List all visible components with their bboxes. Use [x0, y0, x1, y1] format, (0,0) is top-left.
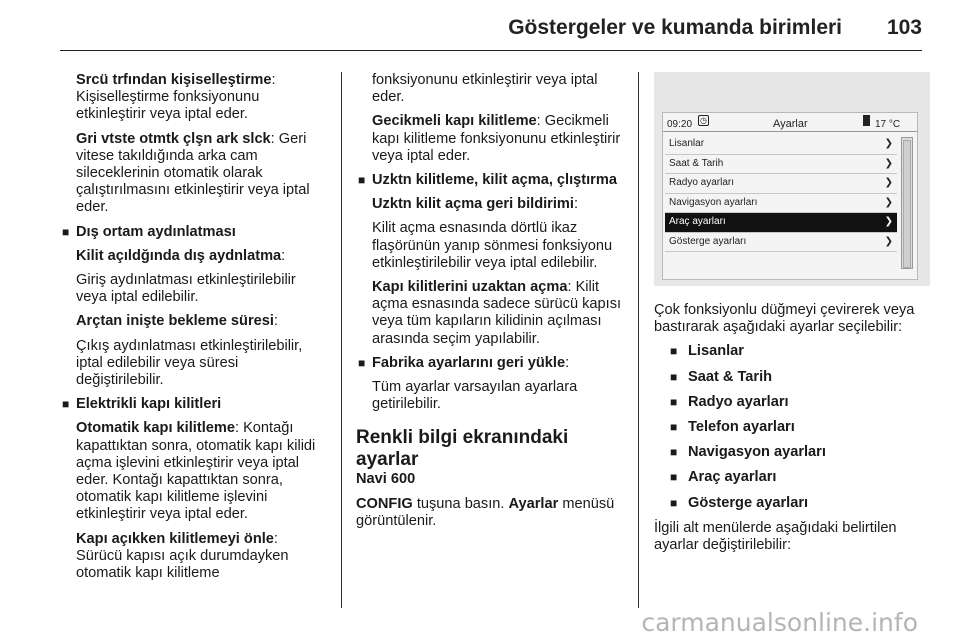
column-divider-2	[638, 72, 639, 608]
bullet-square-icon: ■	[670, 445, 678, 460]
paragraph	[60, 72, 328, 124]
list-item-label: Lisanlar	[688, 343, 744, 360]
list-item-label: Navigasyon ayarları	[688, 444, 826, 461]
menu-name: Ayarlar	[508, 495, 559, 512]
chevron-right-icon: ❯	[884, 196, 893, 208]
paragraph	[60, 248, 328, 265]
paragraph	[356, 196, 630, 213]
clock-icon: ◷	[698, 115, 709, 126]
colon: :	[573, 196, 578, 213]
colon: :	[273, 313, 278, 330]
list-item	[654, 369, 930, 386]
option-description: Kilit açma esnasında dörtlü ikaz flaşörünün yanıp sönmesi fonksiyonu etkinleştirilebilir veya iptal edilebilir.	[372, 220, 613, 271]
paragraph	[60, 313, 328, 330]
page-header	[0, 0, 960, 56]
header-title: Göstergeler ve kumanda birimleri	[508, 16, 842, 39]
screen-title: Ayarlar	[773, 118, 808, 130]
option-name: Arçtan inişte bekleme süresi	[76, 313, 274, 330]
screen-menu-item[interactable]	[665, 135, 897, 155]
bullet-square-icon: ■	[670, 495, 678, 510]
option-description: fonksiyonunu etkinleştirir veya iptal eder.	[372, 72, 598, 106]
bullet-heading-text: Uzktn kilitleme, kilit açma, çlıştırma	[372, 172, 617, 189]
option-name: Gri vtste otmtk çlşn ark slck	[76, 130, 271, 147]
option-name: Kapı kilitlerini uzaktan açma	[372, 279, 568, 296]
screen-menu-item[interactable]	[665, 174, 897, 194]
bullet-square-icon: ■	[670, 420, 678, 435]
list-item	[654, 495, 930, 512]
bullet-heading-text: Dış ortam aydınlatması	[76, 223, 236, 240]
page-number: 103	[886, 16, 922, 39]
paragraph	[60, 531, 328, 583]
list-item-label: Araç ayarları	[688, 469, 777, 486]
list-item-label: Gösterge ayarları	[688, 494, 809, 511]
option-description: : Sürücü kapısı açık durumdayken otomatik kapı kilitleme	[76, 530, 289, 582]
screen-menu-item[interactable]	[665, 155, 897, 175]
paragraph	[356, 496, 630, 530]
option-description: : Kilit açma esnasında sadece sürücü kapısı veya tüm kapıların kilidinin açılması arasında seçim yapılabilir.	[372, 279, 622, 347]
list-item	[654, 394, 930, 411]
paragraph	[60, 420, 328, 523]
option-description: Çıkış aydınlatması etkinleştirilebilir, iptal edilebilir veya süresi değiştirilebilir.	[76, 337, 303, 389]
option-name: Uzktn kilit açma geri bildirimi	[372, 196, 574, 213]
option-name: Kapı açıkken kilitlemeyi önle	[76, 530, 274, 547]
column-2	[356, 72, 630, 537]
display-screenshot	[654, 72, 930, 286]
chevron-right-icon: ❯	[884, 138, 893, 149]
outro-text: İlgili alt menülerde aşağıdaki belirtilen ayarlar değiştirilebilir:	[654, 519, 897, 554]
screen-menu-item[interactable]	[665, 233, 897, 253]
option-description: : Kişiselleştirme fonksiyonunu etkinleştirir veya iptal eder.	[76, 72, 276, 123]
list-item	[654, 469, 930, 486]
screen-menu-label: Radyo ayarları	[669, 177, 735, 188]
bullet-square-icon: ■	[670, 470, 678, 485]
column-1	[60, 72, 328, 589]
chevron-right-icon: ❯	[884, 235, 893, 247]
sub-title: Navi 600	[356, 471, 416, 488]
screen-scrollbar[interactable]	[901, 137, 913, 269]
list-item-label: Telefon ayarları	[688, 419, 795, 436]
option-name: Srcü trfından kişiselleştirme	[76, 72, 272, 88]
paragraph	[60, 131, 328, 217]
colon: :	[565, 354, 570, 371]
bullet-heading-text: Fabrika ayarlarını geri yükle	[372, 354, 566, 371]
screen-menu-label: Gösterge ayarları	[669, 235, 747, 247]
battery-icon	[863, 115, 870, 126]
bullet-square-icon: ■	[670, 394, 678, 409]
intro-text: Çok fonksiyonlu düğmeyi çevirerek veya bastırarak aşağıdaki ayarlar seçilebilir:	[654, 302, 915, 336]
column-divider-1	[341, 72, 342, 608]
colon: :	[281, 247, 286, 264]
chevron-right-icon: ❯	[884, 216, 893, 227]
screen-status-bar	[663, 113, 917, 132]
option-description: Tüm ayarlar varsayılan ayarlara getirilebilir.	[372, 379, 578, 413]
list-item	[654, 419, 930, 436]
option-name: Gecikmeli kapı kilitleme	[372, 113, 537, 130]
screen-menu-list	[665, 135, 897, 252]
screen-menu-label: Saat & Tarih	[669, 157, 724, 169]
text: tuşuna basın.	[412, 495, 509, 512]
screen-time: 09:20	[667, 119, 693, 130]
screen-menu-item-selected[interactable]	[665, 213, 897, 233]
text: menüsü görüntülenir.	[356, 495, 615, 529]
bullet-square-icon: ■	[358, 173, 366, 188]
list-item	[654, 343, 930, 360]
option-name: Otomatik kapı kilitleme	[76, 420, 235, 437]
option-description: : Kontağı kapattıktan sonra, otomatik kapı kilidi açma işlevini etkinleştirir veya iptal eder. Kontağı kapattıktan sonra, otomatik kapı kilitleme işlevini etkinleştirir veya iptal eder.	[76, 420, 316, 523]
list-item-label: Radyo ayarları	[688, 393, 789, 410]
header-divider	[60, 50, 922, 51]
section-title: Renkli bilgi ekranındaki ayarlar	[356, 427, 569, 471]
list-item-label: Saat & Tarih	[688, 368, 773, 385]
bullet-heading	[356, 355, 630, 372]
paragraph	[356, 113, 630, 165]
chevron-right-icon: ❯	[884, 177, 893, 188]
screen-temperature: 17 °C	[875, 119, 901, 130]
option-description: : Gecikmeli kapı kilitleme fonksiyonunu etkinleştirir veya iptal eder.	[372, 113, 621, 164]
bullet-heading	[60, 224, 328, 241]
bullet-heading	[60, 396, 328, 413]
bullet-heading	[356, 172, 630, 189]
screen-menu-item[interactable]	[665, 194, 897, 214]
option-name: Kilit açıldğında dış aydnlatma	[76, 247, 282, 264]
option-description: Giriş aydınlatması etkinleştirilebilir veya iptal edilebilir.	[76, 272, 296, 306]
screen-menu-label: Lisanlar	[669, 138, 705, 149]
list-item	[654, 444, 930, 461]
bullet-square-icon: ■	[62, 224, 70, 239]
bullet-square-icon: ■	[62, 397, 70, 412]
paragraph	[356, 279, 630, 348]
button-name: CONFIG	[356, 495, 413, 512]
settings-screen	[662, 112, 918, 280]
bullet-square-icon: ■	[670, 344, 678, 359]
chevron-right-icon: ❯	[884, 157, 893, 169]
column-3	[654, 72, 930, 561]
bullet-heading-text: Elektrikli kapı kilitleri	[76, 396, 222, 413]
scrollbar-thumb[interactable]	[903, 140, 911, 268]
bullet-square-icon: ■	[670, 369, 678, 384]
option-description: : Geri vitese takıldığında arka cam sileceklerinin otomatik olarak çalıştırılmasını etkinleştirir veya iptal eder.	[76, 130, 310, 216]
footer-watermark: carmanualsonline.info	[641, 608, 918, 637]
bullet-square-icon: ■	[358, 355, 366, 370]
screen-menu-label: Navigasyon ayarları	[669, 196, 758, 208]
screen-menu-label: Araç ayarları	[669, 216, 726, 227]
